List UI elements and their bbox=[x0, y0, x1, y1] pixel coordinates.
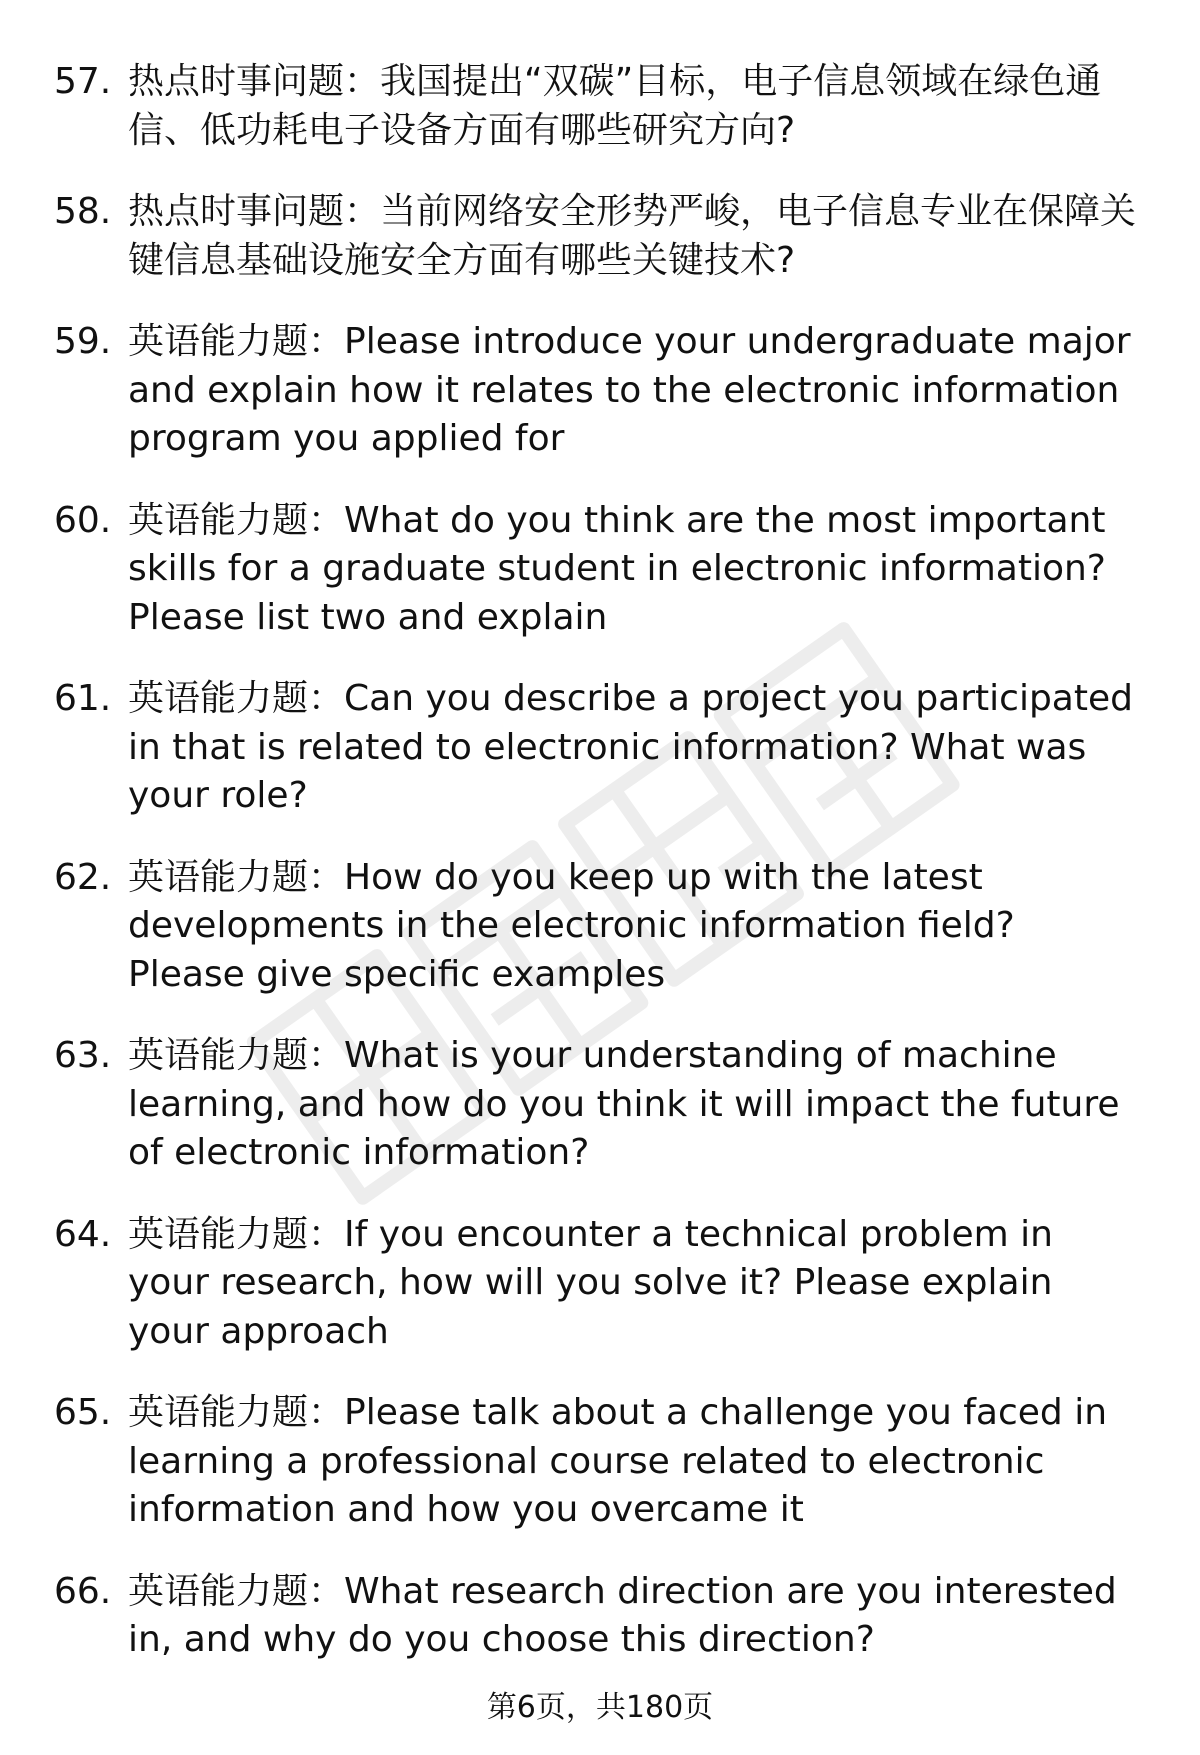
question-text: 英语能力题：What is your understanding of machine learning, and how do you think it will impact the future of electronic information? bbox=[128, 1035, 1120, 1173]
question-number: 64. bbox=[54, 1213, 112, 1255]
question-number: 57. bbox=[54, 61, 112, 102]
list-item bbox=[0, 1568, 1200, 1665]
question-list bbox=[0, 58, 1200, 1698]
question-number: 62. bbox=[54, 856, 112, 898]
list-item bbox=[0, 675, 1200, 821]
question-number: 60. bbox=[54, 499, 112, 541]
list-item bbox=[0, 188, 1200, 285]
list-item bbox=[0, 1032, 1200, 1178]
question-number: 59. bbox=[54, 321, 112, 362]
list-item bbox=[0, 318, 1200, 464]
list-item bbox=[0, 58, 1200, 155]
question-text: 热点时事问题：当前网络安全形势严峻，电子信息专业在保障关键信息基础设施安全方面有哪些关键技术? bbox=[128, 191, 1137, 281]
list-item bbox=[0, 854, 1200, 1000]
list-item bbox=[0, 1389, 1200, 1535]
question-text: 英语能力题：How do you keep up with the latest developments in the electronic information field? Please give specific examples bbox=[128, 856, 1015, 995]
list-item bbox=[0, 497, 1200, 643]
question-text: 英语能力题：If you encounter a technical problem in your research, how will you solve it? Please explain your approach bbox=[128, 1213, 1053, 1352]
question-text: 英语能力题：What research direction are you interested in, and why do you choose this direction? bbox=[128, 1570, 1117, 1660]
question-text: 英语能力题：Please talk about a challenge you faced in learning a professional course related to electronic information and how you overcame it bbox=[128, 1392, 1108, 1530]
question-number: 61. bbox=[54, 678, 112, 719]
question-number: 65. bbox=[54, 1392, 112, 1433]
question-number: 58. bbox=[54, 191, 112, 232]
question-number: 66. bbox=[54, 1570, 112, 1612]
question-text: 英语能力题：Please introduce your undergraduate major and explain how it relates to the electronic information program you applied for bbox=[128, 321, 1131, 459]
question-text: 英语能力题：What do you think are the most important skills for a graduate student in electronic information? Please list two and explain bbox=[128, 499, 1106, 638]
page-footer: 第6页，共180页 bbox=[486, 1690, 714, 1725]
list-item bbox=[0, 1211, 1200, 1357]
question-text: 热点时事问题：我国提出“双碳”目标，电子信息领域在绿色通信、低功耗电子设备方面有哪些研究方向? bbox=[128, 61, 1102, 151]
question-number: 63. bbox=[54, 1035, 112, 1076]
question-text: 英语能力题：Can you describe a project you participated in that is related to electronic information? What was your role? bbox=[128, 678, 1133, 816]
